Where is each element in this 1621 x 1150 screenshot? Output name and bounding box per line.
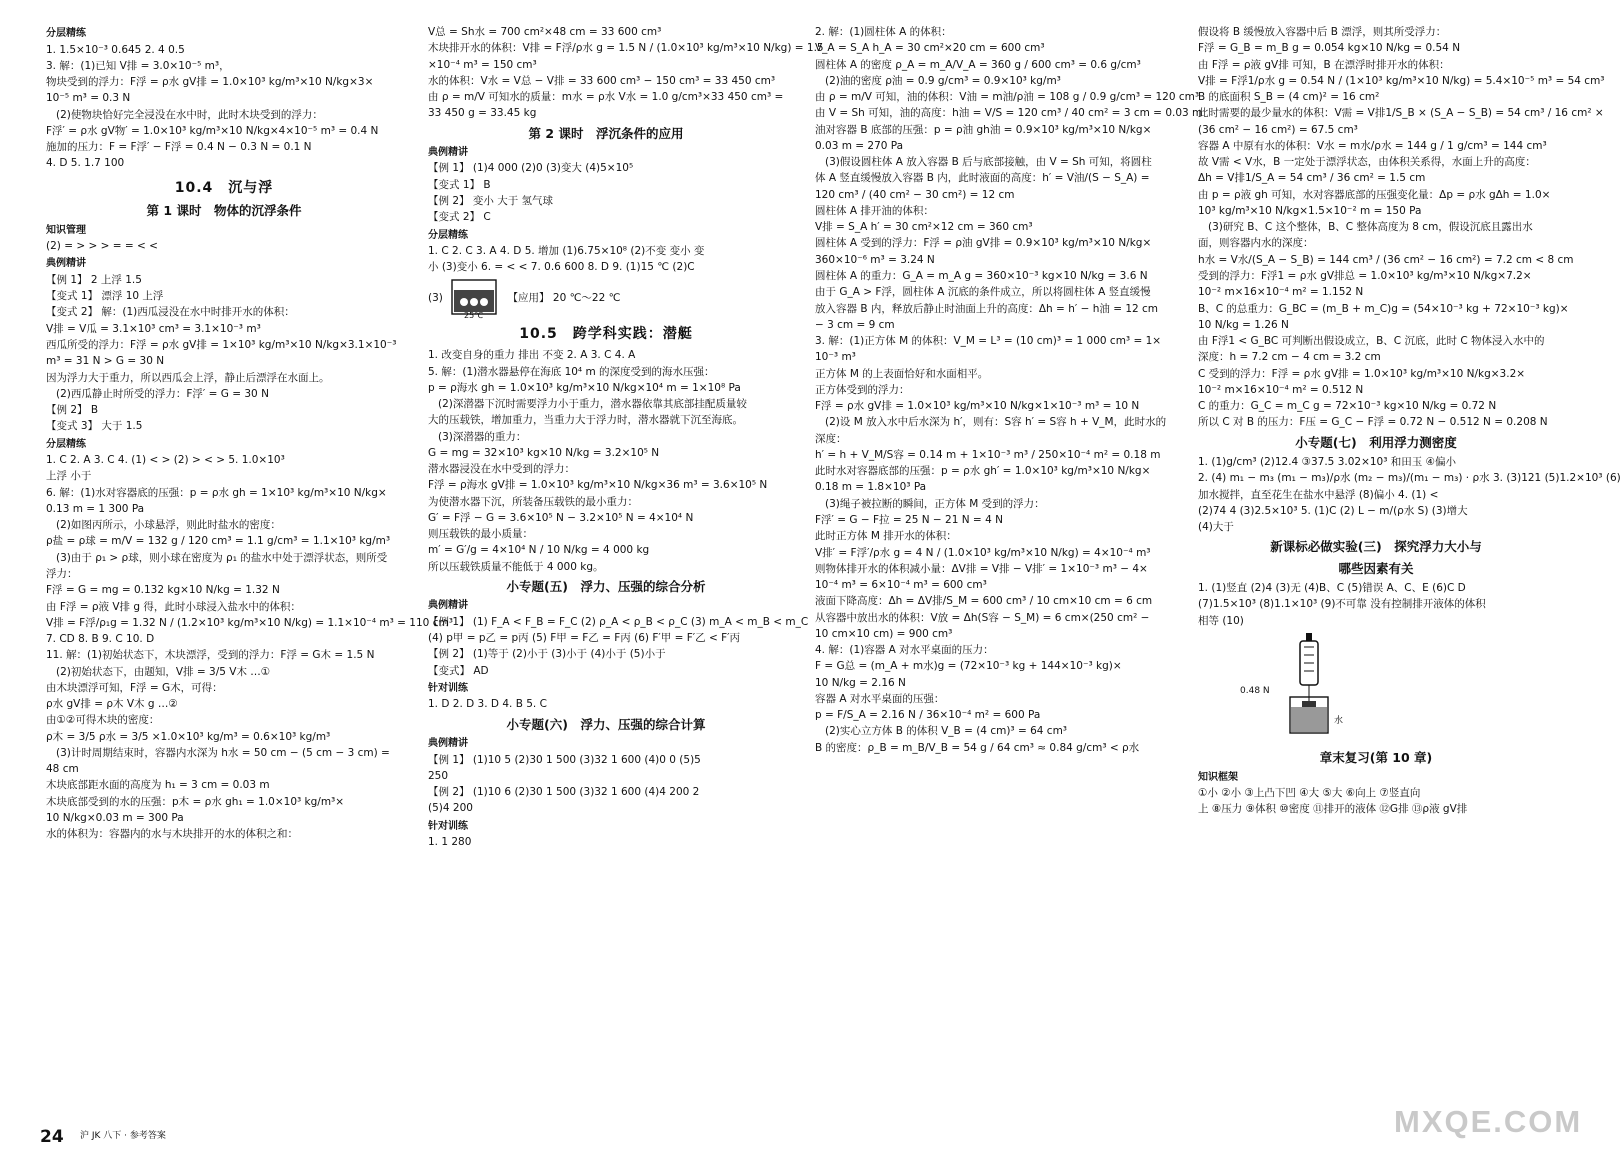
answer-line: (2)深潜器下沉时需要浮力小于重力，潜水器依靠其底部挂配质量较 xyxy=(438,398,747,411)
answer-line: ρ木 = 3/5 ρ水 = 3/5 ×1.0×10³ kg/m³ = 0.6×10³ kg/m³ xyxy=(46,730,331,743)
subsection-label: 典例精讲 xyxy=(46,258,86,270)
answer-line: 潜水器浸没在水中受到的浮力： xyxy=(428,463,575,476)
answer-line: 3. 解：(1)正方体 M 的体积：V_M = L³ = (10 cm)³ = 1 000 cm³ = 1× xyxy=(815,335,1162,348)
answer-line: (5)4 200 xyxy=(428,802,473,815)
answer-line: (2) = > > > = = < < xyxy=(46,240,158,253)
answer-line: (36 cm² − 16 cm²) = 67.5 cm³ xyxy=(1198,123,1358,136)
answer-line: 【变式 2】 解：(1)西瓜浸没在水中时排开水的体积： xyxy=(46,306,295,319)
answer-line: h′ = h + V_M/S容 = 0.14 m + 1×10⁻³ m³ / 250×10⁻⁴ m² = 0.18 m xyxy=(815,448,1161,461)
answer-line: F浮 = ρ水 gV排 = 1.0×10³ kg/m³×10 N/kg×1×10⁻³ m³ = 10 N xyxy=(815,400,1140,413)
answer-line: 10⁻³ m³ xyxy=(815,351,856,364)
figure-label: (3) xyxy=(428,291,443,304)
answer-line: 1. D 2. D 3. D 4. B 5. C xyxy=(428,698,547,711)
answer-line: 33 450 g = 33.45 kg xyxy=(428,107,537,120)
answer-line: 【例 1】 (1)4 000 (2)0 (3)变大 (4)5×10⁵ xyxy=(428,162,634,175)
answer-line: F = G总 = (m_A + m水)g = (72×10⁻³ kg + 144×10⁻³ kg)× xyxy=(815,660,1122,673)
answer-line: B 的底面积 S_B = (4 cm)² = 16 cm² xyxy=(1198,91,1380,104)
answer-line: 由 F浮 = ρ液 V排 g 得，此时小球浸入盐水中的体积： xyxy=(46,600,301,613)
watermark: MXQE.COM xyxy=(1394,1104,1583,1139)
answer-line: 此时正方体 M 排开水的体积： xyxy=(815,530,957,543)
answer-line: (7)1.5×10³ (8)1.1×10³ (9)不可靠 没有控制排开液体的体积 xyxy=(1198,598,1486,611)
answer-line: 1. 1.5×10⁻³ 0.645 2. 4 0.5 xyxy=(46,43,185,56)
answer-line: 小 (3)变小 6. = < < 7. 0.6 600 8. D 9. (1)15 ℃ (2)C xyxy=(428,261,695,274)
answer-line: (2)西瓜静止时所受的浮力：F浮′ = G = 30 N xyxy=(56,387,269,400)
answer-line: 由 ρ = m/V 可知水的质量：m水 = ρ水 V水 = 1.0 g/cm³×33 450 cm³ = xyxy=(428,91,784,104)
answer-line: (2)实心立方体 B 的体积 V_B = (4 cm)³ = 64 cm³ xyxy=(825,725,1068,738)
answer-line: 1. (1)g/cm³ (2)12.4 ③37.5 3.02×10³ 和田玉 ④偏小 xyxy=(1198,456,1457,469)
answer-line: 4. 解：(1)容器 A 对水平桌面的压力： xyxy=(815,644,994,657)
answer-line: 【例 1】 (1) F_A < F_B = F_C (2) ρ_A < ρ_B < ρ_C (3) m_A < m_B < m_C xyxy=(428,615,809,628)
answer-line: 由 ρ = m/V 可知，油的体积：V油 = m油/ρ油 = 108 g / 0.9 g/cm³ = 120 cm³ xyxy=(815,91,1200,104)
answer-line: 浮力： xyxy=(46,567,78,580)
answer-line: 上 ⑧压力 ⑨体积 ⑩密度 ⑪排开的液体 ⑫G排 ⑬ρ液 gV排 xyxy=(1198,803,1468,816)
answer-line: 由 F浮1 < G_BC 可判断出假设成立，B、C 沉底，此时 C 物体浸入水中的 xyxy=(1198,335,1545,348)
answer-line: 2. 解：(1)圆柱体 A 的体积： xyxy=(815,26,952,38)
subsection-label: 针对训练 xyxy=(428,682,468,694)
page-number: 24 xyxy=(40,1127,64,1147)
answer-line: 深度：h = 7.2 cm − 4 cm = 3.2 cm xyxy=(1198,351,1381,364)
answer-line: V_A = S_A h_A = 30 cm²×20 cm = 600 cm³ xyxy=(815,42,1045,55)
subsection-label: 针对训练 xyxy=(428,820,468,832)
column-3 xyxy=(815,24,1203,1124)
answer-line: 相等 (10) xyxy=(1198,614,1244,627)
answer-line: (3)计时周期结束时，容器内水深为 h水 = 50 cm − (5 cm − 3 cm) = xyxy=(56,746,390,759)
answer-line: V排 = S_A h′ = 30 cm²×12 cm = 360 cm³ xyxy=(815,221,1033,234)
answer-line: B 的密度：ρ_B = m_B/V_B = 54 g / 64 cm³ ≈ 0.84 g/cm³ < ρ水 xyxy=(815,741,1140,754)
answer-line: V排 = V瓜 = 3.1×10³ cm³ = 3.1×10⁻³ m³ xyxy=(46,322,261,335)
answer-line: C 受到的浮力：F浮 = ρ水 gV排 = 1.0×10³ kg/m³×10 N/kg×3.2× xyxy=(1198,367,1526,380)
answer-line: (3)由于 ρ₁ > ρ球，则小球在密度为 ρ₁ 的盐水中处于漂浮状态，则所受 xyxy=(56,551,388,564)
answer-line: 0.18 m = 1.8×10³ Pa xyxy=(815,481,927,494)
subsection-label: 分层精练 xyxy=(46,28,86,39)
answer-line: 120 cm³ / (40 cm² − 30 cm²) = 12 cm xyxy=(815,188,1015,201)
answer-line: 因为浮力大于重力，所以西瓜会上浮，静止后漂浮在水面上。 xyxy=(46,371,330,384)
answer-line: (2)使物块恰好完全浸没在水中时，此时木块受到的浮力： xyxy=(56,108,323,121)
answer-line: 受到的浮力：F浮1 = ρ水 gV排总 = 1.0×10³ kg/m³×10 N/kg×7.2× xyxy=(1198,269,1532,282)
subsection-label: 知识管理 xyxy=(46,224,86,236)
answer-line: 水的体积：V水 = V总 − V排 = 33 600 cm³ − 150 cm³ = 33 450 cm³ xyxy=(428,74,776,87)
subsection-label: 分层精练 xyxy=(428,229,468,241)
answer-line: 5. 解：(1)潜水器悬停在海底 10⁴ m 的深度受到的海水压强： xyxy=(428,365,715,378)
answer-line: 6. 解：(1)水对容器底的压强：p = ρ水 gh = 1×10³ kg/m³×10 N/kg× xyxy=(46,486,387,499)
answer-line: 【例 2】 (1)等于 (2)小于 (3)小于 (4)小于 (5)小于 xyxy=(428,648,666,661)
section-heading: 10.5 跨学科实践：潜艇 xyxy=(519,325,693,342)
answer-line: 圆柱体 A 的密度 ρ_A = m_A/V_A = 360 g / 600 cm³ = 0.6 g/cm³ xyxy=(815,58,1141,71)
answer-line: 10 N/kg = 1.26 N xyxy=(1198,318,1289,331)
answer-line: 故 V需 < V水，B 一定处于漂浮状态，由体积关系得，水面上升的高度： xyxy=(1198,156,1536,169)
answer-line: 10 N/kg = 2.16 N xyxy=(815,676,906,689)
answer-line: 正方体受到的浮力： xyxy=(815,383,910,396)
answer-line: 10⁻⁴ m³ = 6×10⁻⁴ m³ = 600 cm³ xyxy=(815,579,987,592)
answer-line: 【例 2】 (1)10 6 (2)30 1 500 (3)32 1 600 (4)4 200 2 xyxy=(428,786,700,799)
answer-line: ×10⁻⁴ m³ = 150 cm³ xyxy=(428,58,537,71)
section-heading: 小专题(七) 利用浮力测密度 xyxy=(1295,434,1457,450)
section-heading: 新课标必做实验(三) 探究浮力大小与 xyxy=(1270,539,1482,555)
answer-line: 所以 C 对 B 的压力：F压 = G_C − F浮 = 0.72 N − 0.512 N = 0.208 N xyxy=(1198,416,1548,429)
answer-line: (4) p甲 = p乙 = p丙 (5) F甲 = F乙 = F丙 (6) F′甲 = F′乙 < F′丙 xyxy=(428,632,741,645)
answer-line: 1. C 2. A 3. C 4. (1) < > (2) > < > 5. 1.0×10³ xyxy=(46,454,285,467)
answer-line: (2)如图丙所示，小球悬浮，则此时盐水的密度： xyxy=(56,519,281,532)
answer-line: h水 = V水/(S_A − S_B) = 144 cm³ / (36 cm² − 16 cm²) = 7.2 cm < 8 cm xyxy=(1198,253,1574,266)
svg-text:0.48 N: 0.48 N xyxy=(1240,685,1270,696)
answer-line: 【变式 1】 B xyxy=(428,178,491,191)
answer-line: 【例 1】 (1)10 5 (2)30 1 500 (3)32 1 600 (4)0 0 (5)5 xyxy=(428,753,701,766)
section-heading: 章末复习(第 10 章) xyxy=(1319,750,1433,766)
answer-line: (2)74 4 (3)2.5×10³ 5. (1)C (2) L − m/(ρ水 S) (3)增大 xyxy=(1198,504,1468,517)
answer-line: 250 xyxy=(428,769,449,782)
answer-line: 【变式 3】 大于 1.5 xyxy=(46,420,143,433)
answer-line: 加水搅拌，直至花生在盐水中悬浮 (8)偏小 4. (1) < xyxy=(1198,488,1439,501)
answer-line: 液面下降高度：Δh = ΔV排/S_M = 600 cm³ / 10 cm×10 cm = 6 cm xyxy=(815,595,1153,608)
answer-line: 10 cm×10 cm) = 900 cm³ xyxy=(815,627,953,640)
answer-line: 物块受到的浮力：F浮 = ρ水 gV排 = 1.0×10³ kg/m³×10 N/kg×3× xyxy=(46,76,374,89)
answer-line: 0.13 m = 1 300 Pa xyxy=(46,502,145,515)
answer-line: 10⁻⁵ m³ = 0.3 N xyxy=(46,92,131,105)
answer-line: p = F/S_A = 2.16 N / 36×10⁻⁴ m² = 600 Pa xyxy=(815,709,1041,722)
answer-line: V排′ = F浮′/ρ水 g = 4 N / (1.0×10³ kg/m³×10 N/kg) = 4×10⁻⁴ m³ xyxy=(815,546,1151,559)
subsection-label: 分层精练 xyxy=(46,438,86,450)
answer-line: G′ = F浮 − G = 3.6×10⁵ N − 3.2×10⁵ N = 4×10⁴ N xyxy=(428,511,694,524)
spring-scale-figure xyxy=(1198,631,1554,746)
answer-line: 假设将 B 缓慢放入容器中后 B 漂浮，则其所受浮力： xyxy=(1198,26,1447,38)
answer-line: 施加的压力：F = F浮′ − F浮 = 0.4 N − 0.3 N = 0.1 N xyxy=(46,141,312,154)
answer-line: 水的体积为：容器内的水与木块排开的水的体积之和： xyxy=(46,828,298,841)
answer-line: 10⁻² m×16×10⁻⁴ m² = 1.152 N xyxy=(1198,286,1364,299)
answer-line: 上浮 小于 xyxy=(46,470,92,483)
section-heading: 小专题(五) 浮力、压强的综合分析 xyxy=(506,578,706,594)
answer-line: 体 A 竖直缓慢放入容器 B 内，此时液面的高度：h′ = V油/(S − S_A) = xyxy=(815,172,1150,185)
answer-line: F浮′ = ρ水 gV物′ = 1.0×10³ kg/m³×10 N/kg×4×10⁻⁵ m³ = 0.4 N xyxy=(46,124,379,137)
answer-line: V排 = F浮1/ρ水 g = 0.54 N / (1×10³ kg/m³×10 N/kg) = 5.4×10⁻⁵ m³ = 54 cm³ xyxy=(1198,74,1605,87)
section-heading: 小专题(六) 浮力、压强的综合计算 xyxy=(506,716,706,732)
answer-line: 由 V = Sh 可知，油的高度：h油 = V/S = 120 cm³ / 40 cm² = 3 cm = 0.03 m xyxy=(815,107,1203,120)
answer-line: (3)深潜器的重力： xyxy=(438,430,527,443)
answer-line: ①小 ②小 ③上凸下凹 ④大 ⑤大 ⑥向上 ⑦竖直向 xyxy=(1198,787,1421,800)
answer-line: (3)研究 B、C 这个整体，B、C 整体高度为 8 cm，假设沉底且露出水 xyxy=(1208,221,1533,234)
answer-line: F浮 = ρ海水 gV排 = 1.0×10³ kg/m³×10 N/kg×36 m³ = 3.6×10⁵ N xyxy=(428,479,768,492)
answer-line: 1. (1)竖直 (2)4 (3)无 (4)B、C (5)错误 A、C、E (6)C D xyxy=(1198,582,1466,595)
answer-line: 10 N/kg×0.03 m = 300 Pa xyxy=(46,811,184,824)
answer-line: 48 cm xyxy=(46,763,79,776)
answer-line: 为使潜水器下沉，所装备压载铁的最小重力： xyxy=(428,495,638,508)
answer-line: 木块底部距水面的高度为 h₁ = 3 cm = 0.03 m xyxy=(46,779,270,792)
subsection-label: 典例精讲 xyxy=(428,146,468,158)
answer-line: B、C 的总重力：G_BC = (m_B + m_C)g = (54×10⁻³ kg + 72×10⁻³ kg)× xyxy=(1198,302,1569,315)
section-heading: 第 2 课时 浮沉条件的应用 xyxy=(528,125,684,141)
answer-line: (3)假设圆柱体 A 放入容器 B 后与底部接触，由 V = Sh 可知，将圆柱 xyxy=(825,156,1152,169)
section-heading: 第 1 课时 物体的沉浮条件 xyxy=(146,203,302,219)
answer-line: 由 p = ρ液 gh 可知，水对容器底部的压强变化量：Δp = ρ水 gΔh = 1.0× xyxy=(1198,188,1551,201)
application-answer: 【应用】 20 ℃～22 ℃ xyxy=(507,291,621,304)
answer-line: 从容器中放出水的体积：V放 = Δh(S容 − S_M) = 6 cm×(250 cm² − xyxy=(815,611,1150,624)
answer-line: 1. 1 280 xyxy=(428,836,472,849)
answer-line: V排 = F浮/ρ₁g = 1.32 N / (1.2×10³ kg/m³×10 N/kg) = 1.1×10⁻⁴ m³ = 110 cm³ xyxy=(46,616,453,629)
answer-line: 深度： xyxy=(815,432,847,445)
answer-line: 容器 A 中原有水的体积：V水 = m水/ρ水 = 144 g / 1 g/cm³ = 144 cm³ xyxy=(1198,139,1547,152)
answer-line: 1. C 2. C 3. A 4. D 5. 增加 (1)6.75×10⁸ (2)不变 变小 变 xyxy=(428,245,705,258)
answer-line: 圆柱体 A 的重力：G_A = m_A g = 360×10⁻³ kg×10 N/kg = 3.6 N xyxy=(815,269,1148,282)
answer-line: 11. 解：(1)初始状态下，木块漂浮，受到的浮力：F浮 = G木 = 1.5 N xyxy=(46,649,375,662)
answer-line: (2)设 M 放入水中后水深为 h′，则有：S容 h′ = S容 h + V_M，此时水的 xyxy=(825,416,1167,429)
answer-line: 木块排开水的体积：V排 = F浮/ρ水 g = 1.5 N / (1.0×10³ kg/m³×10 N/kg) = 1.5 xyxy=(428,42,824,55)
answer-line: 则压载铁的最小质量： xyxy=(428,528,533,541)
answer-line: 4. D 5. 1.7 100 xyxy=(46,157,125,170)
answer-line: 西瓜所受的浮力：F浮 = ρ水 gV排 = 1×10³ kg/m³×10 N/kg×3.1×10⁻³ xyxy=(46,339,397,352)
answer-line: F浮 = G = mg = 0.132 kg×10 N/kg = 1.32 N xyxy=(46,584,280,597)
answer-line: 由于 G_A > F浮，圆柱体 A 沉底的条件成立，所以将圆柱体 A 竖直缓慢 xyxy=(815,286,1151,299)
answer-line: 由 F浮 = ρ液 gV排 可知，B 在漂浮时排开水的体积： xyxy=(1198,58,1450,71)
answer-line: 360×10⁻⁶ m³ = 3.24 N xyxy=(815,253,935,266)
answer-line: 0.03 m = 270 Pa xyxy=(815,139,904,152)
answer-line: (2)油的密度 ρ油 = 0.9 g/cm³ = 0.9×10³ kg/m³ xyxy=(825,74,1061,87)
svg-text:25℃: 25℃ xyxy=(464,310,484,320)
answer-line: m³ = 31 N > G = 30 N xyxy=(46,355,165,368)
answer-line: 2. (4) m₁ − m₃ (m₁ − m₃)/ρ水 (m₂ − m₃)/(m₁ − m₃) · ρ水 3. (3)121 (5)1.2×10³ (6) xyxy=(1198,472,1621,485)
answer-line: 圆柱体 A 排开油的体积： xyxy=(815,204,934,217)
subsection-label: 典例精讲 xyxy=(428,600,468,612)
answer-line: 此时水对容器底部的压强：p = ρ水 gh′ = 1.0×10³ kg/m³×10 N/kg× xyxy=(815,465,1151,478)
answer-line: 大的压载铁，增加重力，当重力大于浮力时，潜水器就下沉至海底。 xyxy=(428,414,743,427)
answer-line: (4)大于 xyxy=(1198,521,1234,534)
answer-line: − 3 cm = 9 cm xyxy=(815,318,895,331)
answer-line: p = ρ海水 gh = 1.0×10³ kg/m³×10 N/kg×10⁴ m = 1×10⁸ Pa xyxy=(428,381,741,394)
answer-line: 【例 2】 变小 大于 氢气球 xyxy=(428,195,554,207)
page-footer: 沪 JK 八下 · 参考答案 xyxy=(80,1131,166,1141)
answer-line: m′ = G′/g = 4×10⁴ N / 10 N/kg = 4 000 kg xyxy=(428,544,650,557)
answer-line: 7. CD 8. B 9. C 10. D xyxy=(46,633,155,646)
answer-line: 由①②可得木块的密度： xyxy=(46,714,160,727)
answer-line: 【变式 1】 漂浮 10 上浮 xyxy=(46,290,164,303)
answer-line: 【例 1】 2 上浮 1.5 xyxy=(46,273,142,286)
answer-line: 此时需要的最少量水的体积：V需 = V排1/S_B × (S_A − S_B) = 54 cm³ / 16 cm² × xyxy=(1198,107,1604,120)
answer-line: 10³ kg/m³×10 N/kg×1.5×10⁻² m = 150 Pa xyxy=(1198,204,1422,217)
subsection-label: 典例精讲 xyxy=(428,738,468,750)
answer-line: Δh = V排1/S_A = 54 cm³ / 36 cm² = 1.5 cm xyxy=(1198,172,1426,185)
beaker-figure xyxy=(428,278,784,318)
answer-line: 1. 改变自身的重力 排出 不变 2. A 3. C 4. A xyxy=(428,349,636,362)
answer-line: V总 = Sh水 = 700 cm²×48 cm = 33 600 cm³ xyxy=(428,26,662,38)
answer-line: G = mg = 32×10³ kg×10 N/kg = 3.2×10⁵ N xyxy=(428,446,660,459)
section-heading: 10.4 沉与浮 xyxy=(174,179,274,196)
answer-line: (3)绳子被拉断的瞬间，正方体 M 受到的浮力： xyxy=(825,497,1045,510)
answer-line: 则物体排开水的体积减小量：ΔV排 = V排 − V排′ = 1×10⁻³ m³ − 4× xyxy=(815,562,1148,575)
answer-line: (2)初始状态下，由题知，V排 = 3/5 V木 …① xyxy=(56,665,271,678)
answer-line: 木块底部受到的水的压强：p木 = ρ水 gh₁ = 1.0×10³ kg/m³× xyxy=(46,795,345,808)
answer-line: 正方体 M 的上表面恰好和水面相平。 xyxy=(815,367,989,380)
subsection-label: 知识框架 xyxy=(1198,771,1238,783)
answer-line: 放入容器 B 内，释放后静止时油面上升的高度：Δh = h′ − h油 = 12 cm xyxy=(815,302,1159,315)
answer-line: ρ盐 = ρ球 = m/V = 132 g / 120 cm³ = 1.1 g/cm³ = 1.1×10³ kg/m³ xyxy=(46,535,391,548)
answer-line: 油对容器 B 底部的压强：p = ρ油 gh油 = 0.9×10³ kg/m³×10 N/kg× xyxy=(815,123,1152,136)
answer-line: 所以压载铁质量不能低于 4 000 kg。 xyxy=(428,560,604,573)
answer-line: 容器 A 对水平桌面的压强： xyxy=(815,692,945,705)
answer-line: 【变式】 AD xyxy=(428,664,489,677)
answer-line: 10⁻² m×16×10⁻⁴ m² = 0.512 N xyxy=(1198,383,1364,396)
section-heading: 哪些因素有关 xyxy=(1338,560,1414,576)
answer-line: 【变式 2】 C xyxy=(428,211,491,224)
answer-line: 【例 2】 B xyxy=(46,404,99,417)
answer-line: 面，则容器内水的深度： xyxy=(1198,237,1314,250)
answer-line: ρ水 gV排 = ρ木 V木 g …② xyxy=(46,698,178,711)
column-2 xyxy=(428,24,824,1124)
answer-line: F浮′ = G − F拉 = 25 N − 21 N = 4 N xyxy=(815,513,1003,526)
answer-line: 由木块漂浮可知，F浮 = G木，可得： xyxy=(46,681,223,694)
answer-line: 圆柱体 A 受到的浮力：F浮 = ρ油 gV排 = 0.9×10³ kg/m³×10 N/kg× xyxy=(815,237,1152,250)
answer-line: F浮 = G_B = m_B g = 0.054 kg×10 N/kg = 0.54 N xyxy=(1198,42,1461,55)
svg-text:水: 水 xyxy=(1334,715,1344,726)
answer-line: C 的重力：G_C = m_C g = 72×10⁻³ kg×10 N/kg = 0.72 N xyxy=(1198,400,1497,413)
answer-line: 3. 解：(1)已知 V排 = 3.0×10⁻⁵ m³， xyxy=(46,59,230,72)
